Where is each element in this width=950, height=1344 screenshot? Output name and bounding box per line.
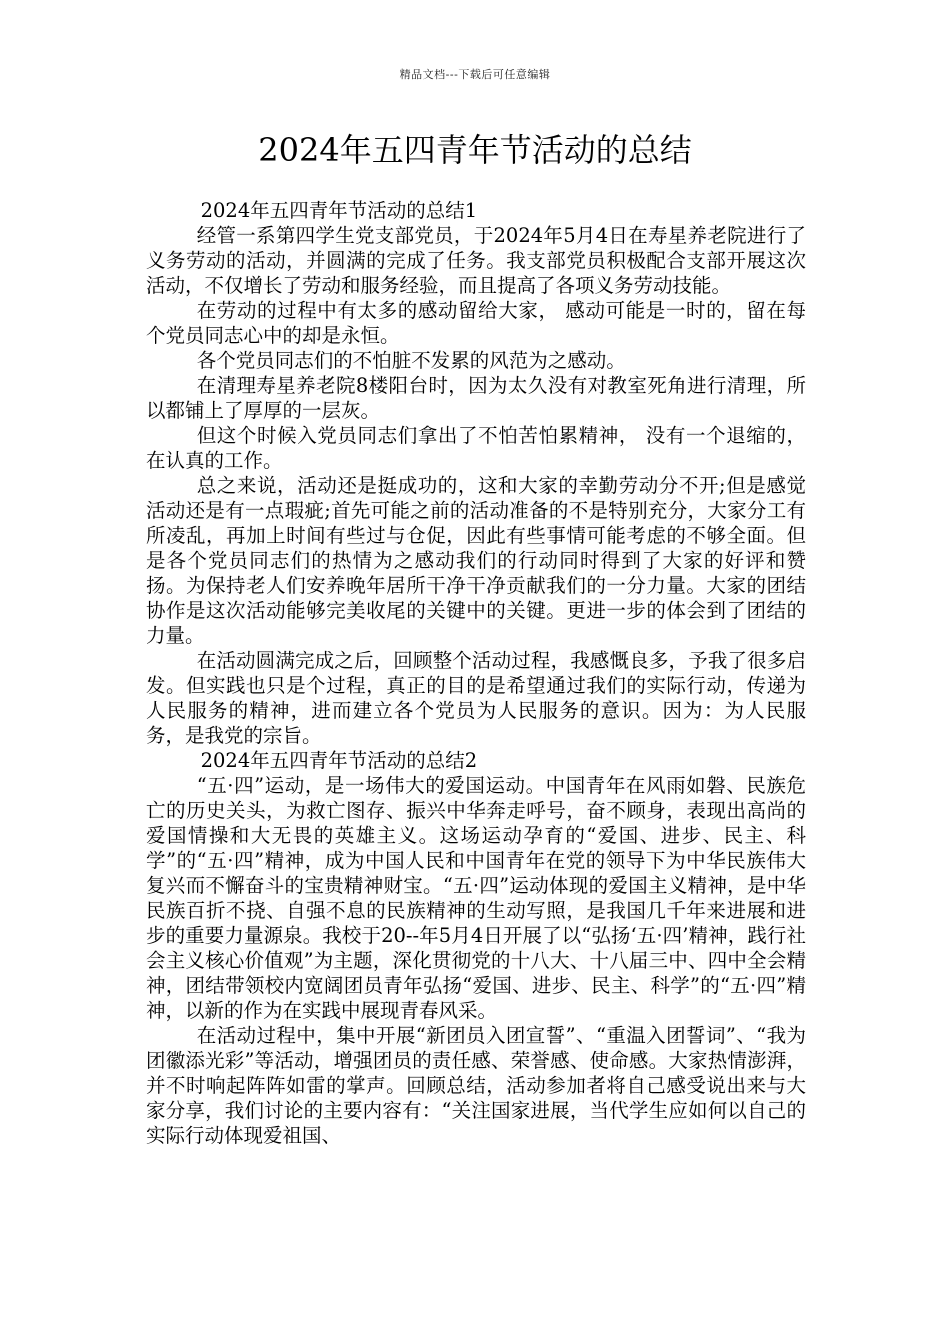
document-body: [146, 198, 806, 1148]
paragraph: 在劳动的过程中有太多的感动留给大家， 感动可能是一时的，留在每个党员同志心中的却是永恒。: [146, 299, 806, 347]
document-header-note: 精品文档---下载后可任意编辑: [399, 68, 551, 81]
paragraph: 但这个时候入党员同志们拿出了不怕苦怕累精神， 没有一个退缩的，在认真的工作。: [146, 424, 806, 472]
paragraph: 在活动圆满完成之后，回顾整个活动过程，我感慨良多，予我了很多启发。但实践也只是个过程，真正的目的是希望通过我们的实际行动，传递为人民服务的精神，进而建立各个党员为人民服务的意识。因为：为人民服务，是我党的宗旨。: [146, 649, 806, 747]
section-heading-1: 2024年五四青年节活动的总结1: [200, 199, 478, 222]
section-heading-2: 2024年五四青年节活动的总结2: [200, 749, 478, 772]
paragraph: 总之来说，活动还是挺成功的，这和大家的幸勤劳动分不开;但是感觉活动还是有一点瑕疵;首先可能之前的活动准备的不是特别充分，大家分工有所凌乱，再加上时间有些过与仓促，因此有些事情可能考虑的不够全面。但是各个党员同志们的热情为之感动我们的行动同时得到了大家的好评和赞扬。为保持老人们安养晚年居所干净干净贡献我们的一分力量。大家的团结协作是这次活动能够完美收尾的关键中的关键。更进一步的体会到了团结的力量。: [146, 474, 806, 647]
paragraph: 在清理寿星养老院8楼阳台时，因为太久没有对教室死角进行清理，所以都铺上了厚厚的一层灰。: [146, 374, 806, 422]
document-title: 2024年五四青年节活动的总结: [258, 131, 692, 169]
paragraph: 经管一系第四学生党支部党员，于2024年5月4日在寿星养老院进行了义务劳动的活动，并圆满的完成了任务。我支部党员积极配合支部开展这次活动，不仅增长了劳动和服务经验，而且提高了各项义务劳动技能。: [146, 224, 806, 297]
paragraph: 各个党员同志们的不怕脏不发累的风范为之感动。: [196, 349, 626, 372]
paragraph: 在活动过程中，集中开展“新团员入团宣誓”、“重温入团誓词”、“我为团徽添光彩”等活动，增强团员的责任感、荣誉感、使命感。大家热情澎湃，并不时响起阵阵如雷的掌声。回顾总结，活动参加者将自己感受说出来与大家分享，我们讨论的主要内容有：“关注国家进展，当代学生应如何以自己的实际行动体现爱祖国、: [146, 1024, 806, 1147]
paragraph: “五·四”运动，是一场伟大的爱国运动。中国青年在风雨如磐、民族危亡的历史关头，为救亡图存、振兴中华奔走呼号，奋不顾身，表现出高尚的爱国情操和大无畏的英雄主义。这场运动孕育的“爱国、进步、民主、科学”的“五·四”精神，成为中国人民和中国青年在党的领导下为中华民族伟大复兴而不懈奋斗的宝贵精神财宝。“五·四”运动体现的爱国主义精神，是中华民族百折不挠、自强不息的民族精神的生动写照，是我国几千年来进展和进步的重要力量源泉。我校于20--年5月4日开展了以“弘扬‘五·四’精神，践行社会主义核心价值观”为主题，深化贯彻党的十八大、十八届三中、四中全会精神，团结带领校内宽阔团员青年弘扬“爱国、进步、民主、科学”的“五·四”精神，以新的作为在实践中展现青春风采。: [146, 774, 806, 1022]
